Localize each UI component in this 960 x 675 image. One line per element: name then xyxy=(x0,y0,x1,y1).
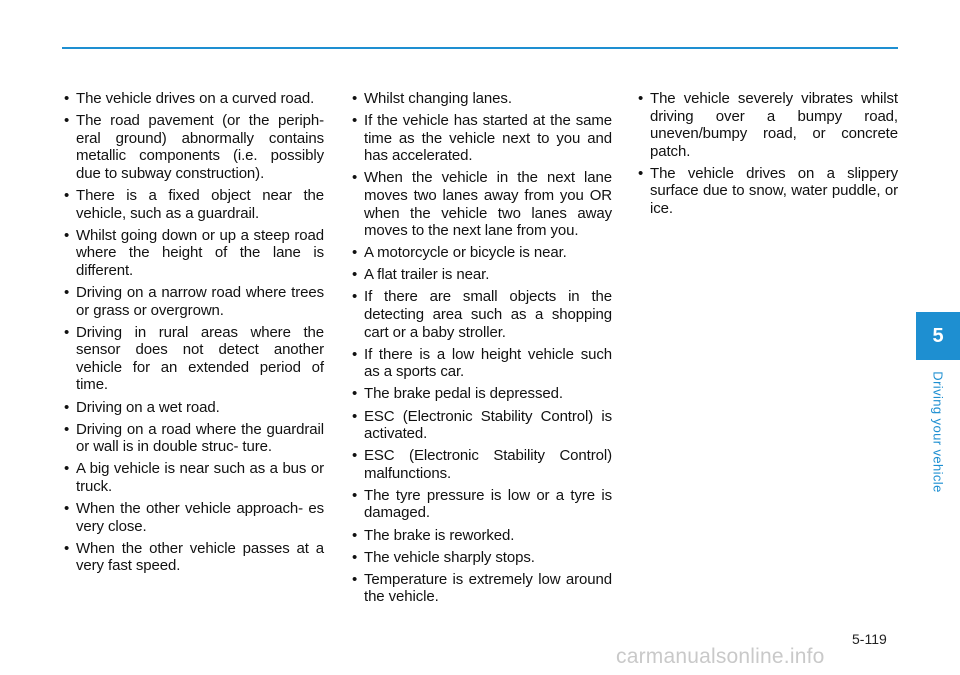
list-item: • When the other vehicle approach- es very close. xyxy=(62,500,324,535)
list-item: • The road pavement (or the periph- eral ground) abnormally contains metallic components (i.e. possibly due to subway construction). xyxy=(62,112,324,182)
list-item: • Whilst changing lanes. xyxy=(350,90,612,108)
list-item: • When the other vehicle passes at a very fast speed. xyxy=(62,540,324,575)
list-item: • A flat trailer is near. xyxy=(350,266,612,284)
list-item: • Whilst going down or up a steep road where the height of the lane is different. xyxy=(62,227,324,280)
chapter-number: 5 xyxy=(932,324,944,347)
list-item: • The vehicle drives on a curved road. xyxy=(62,90,324,108)
list-item: • The tyre pressure is low or a tyre is damaged. xyxy=(350,487,612,522)
list-item: • ESC (Electronic Stability Control) malfunctions. xyxy=(350,447,612,482)
list-item: • If there are small objects in the detecting area such as a shopping cart or a baby stroller. xyxy=(350,288,612,341)
list-item: • There is a fixed object near the vehicle, such as a guardrail. xyxy=(62,187,324,222)
list-item: • When the vehicle in the next lane moves two lanes away from you OR when the vehicle two lanes away moves to the next lane from you. xyxy=(350,169,612,239)
page-number: 5-119 xyxy=(852,631,887,647)
list-item: • A big vehicle is near such as a bus or truck. xyxy=(62,460,324,495)
list-item: • The vehicle sharply stops. xyxy=(350,549,612,567)
column-2-list xyxy=(350,90,612,610)
chapter-title: Driving your vehicle xyxy=(930,371,946,493)
list-item: • If there is a low height vehicle such as a sports car. xyxy=(350,346,612,381)
column-3-list xyxy=(636,90,898,222)
list-item: • Driving on a narrow road where trees or grass or overgrown. xyxy=(62,284,324,319)
list-item: • Temperature is extremely low around the vehicle. xyxy=(350,571,612,606)
chapter-tab xyxy=(916,312,960,360)
list-item: • ESC (Electronic Stability Control) is activated. xyxy=(350,408,612,443)
list-item: • Driving on a wet road. xyxy=(62,399,324,417)
list-item: • The vehicle severely vibrates whilst driving over a bumpy road, uneven/bumpy road, or concrete patch. xyxy=(636,90,898,160)
header-rule xyxy=(62,47,898,49)
list-item: • The vehicle drives on a slippery surface due to snow, water puddle, or ice. xyxy=(636,165,898,218)
list-item: • If the vehicle has started at the same time as the vehicle next to you and has accelerated. xyxy=(350,112,612,165)
list-item: • Driving on a road where the guardrail or wall is in double struc- ture. xyxy=(62,421,324,456)
column-1-list xyxy=(62,90,324,579)
watermark: carmanualsonline.info xyxy=(616,645,825,668)
list-item: • A motorcycle or bicycle is near. xyxy=(350,244,612,262)
list-item: • Driving in rural areas where the sensor does not detect another vehicle for an extended period of time. xyxy=(62,324,324,394)
list-item: • The brake is reworked. xyxy=(350,527,612,545)
list-item: • The brake pedal is depressed. xyxy=(350,385,612,403)
